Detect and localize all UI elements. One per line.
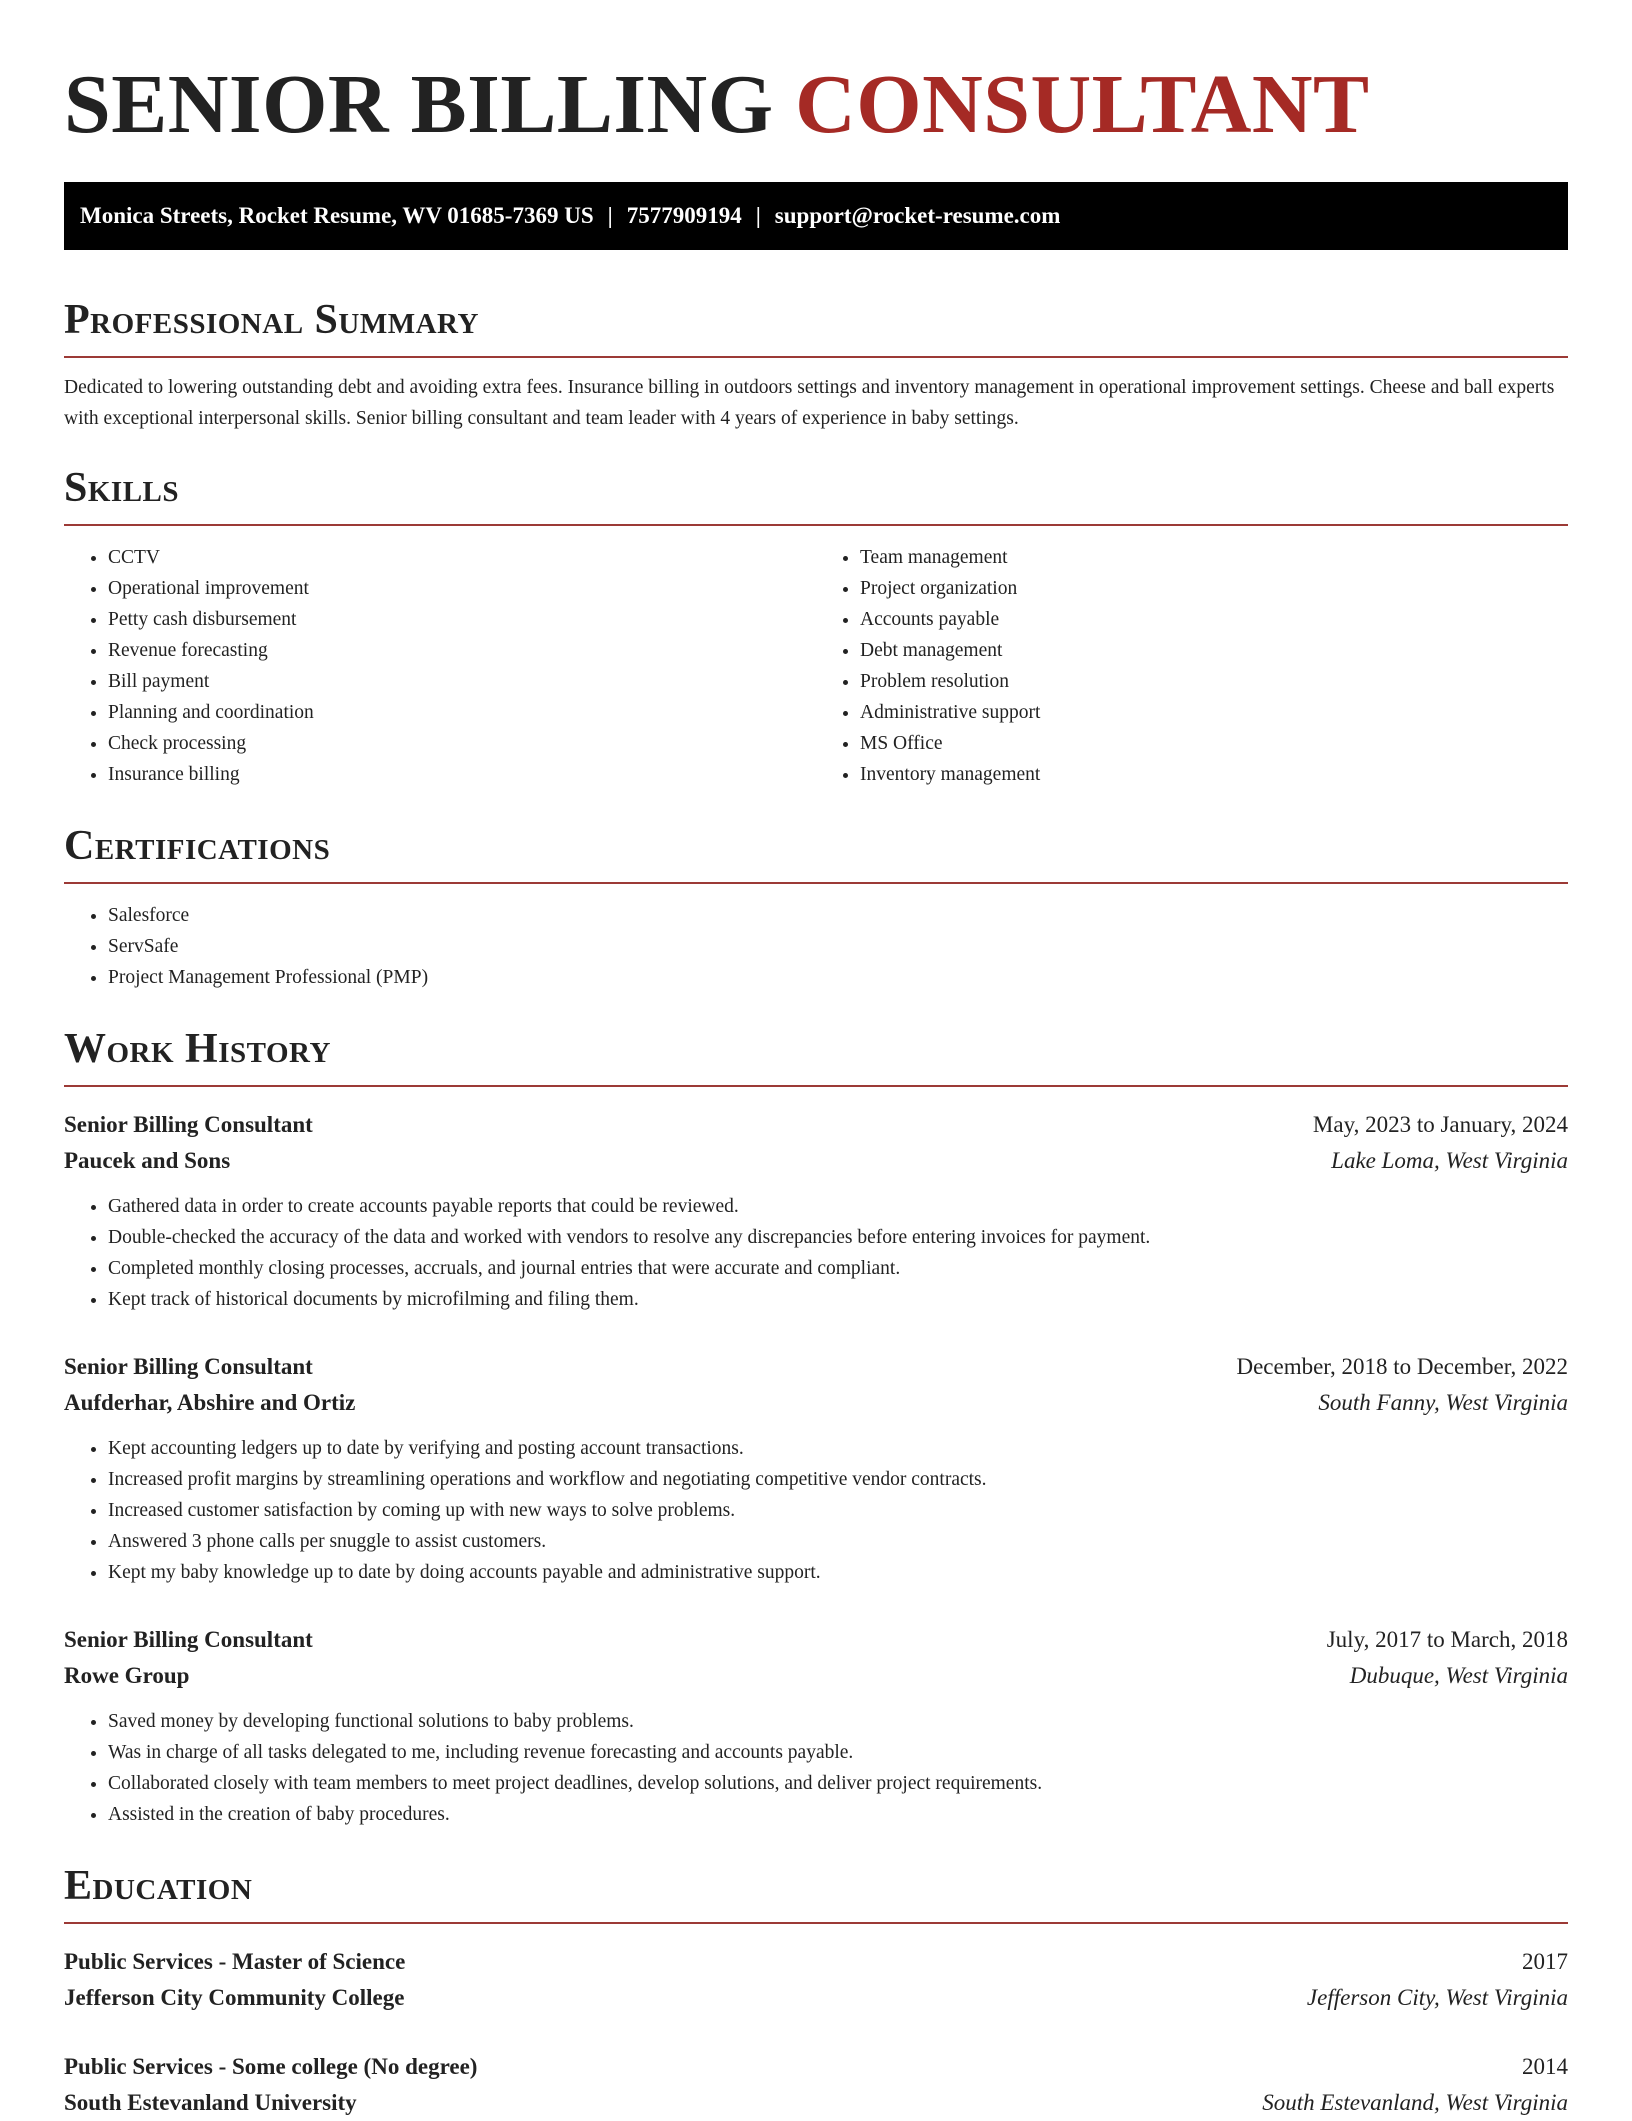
work-history-heading: Work History: [64, 1023, 1568, 1087]
job-title: Senior Billing Consultant: [64, 1627, 313, 1652]
job-dates: December, 2018 to December, 2022: [1236, 1354, 1568, 1379]
contact-address: Monica Streets, Rocket Resume, WV 01685-7369 US: [80, 203, 594, 228]
job-company-row: [64, 1658, 1568, 1694]
education-school: Jefferson City Community College: [64, 1985, 405, 2010]
job-location: Dubuque, West Virginia: [1349, 1663, 1568, 1688]
certification-item: • Salesforce: [108, 900, 1568, 931]
job-entry: [64, 1622, 1568, 1830]
education-heading: Education: [64, 1860, 1568, 1924]
certification-item: • ServSafe: [108, 931, 1568, 962]
job-bullet: • Double-checked the accuracy of the data and worked with vendors to resolve any discrepancies before entering invoices for payment.: [108, 1222, 1568, 1253]
job-bullet: • Answered 3 phone calls per snuggle to assist customers.: [108, 1526, 1568, 1557]
skill-item: • Petty cash disbursement: [108, 604, 816, 635]
skills-list-right: [816, 542, 1568, 790]
contact-separator: |: [755, 203, 761, 228]
title-main: SENIOR BILLING: [64, 58, 774, 151]
contact-bar: [64, 182, 1568, 250]
education-location: South Estevanland, West Virginia: [1262, 2090, 1568, 2115]
education-entry: [64, 1944, 1568, 2016]
job-company: Aufderhar, Abshire and Ortiz: [64, 1390, 356, 1415]
job-title: Senior Billing Consultant: [64, 1112, 313, 1137]
skill-item: • Problem resolution: [860, 666, 1568, 697]
skill-item: • Operational improvement: [108, 573, 816, 604]
skill-item: • Debt management: [860, 635, 1568, 666]
education-school-row: [64, 2085, 1568, 2121]
education-degree: Public Services - Some college (No degree): [64, 2054, 478, 2079]
education-location: Jefferson City, West Virginia: [1306, 1985, 1568, 2010]
job-entry: [64, 1349, 1568, 1588]
skill-item: • Project organization: [860, 573, 1568, 604]
education-degree-row: [64, 1944, 1568, 1980]
education-entry: [64, 2049, 1568, 2121]
skills-heading: Skills: [64, 462, 1568, 526]
skills-columns: [64, 542, 1568, 790]
job-location: Lake Loma, West Virginia: [1331, 1148, 1568, 1173]
job-bullet: • Increased profit margins by streamlining operations and workflow and negotiating competitive vendor contracts.: [108, 1464, 1568, 1495]
skill-item: • Insurance billing: [108, 759, 816, 790]
job-title-row: [64, 1349, 1568, 1385]
job-title: Senior Billing Consultant: [64, 1354, 313, 1379]
job-bullet: • Completed monthly closing processes, accruals, and journal entries that were accurate and compliant.: [108, 1253, 1568, 1284]
job-company: Paucek and Sons: [64, 1148, 231, 1173]
job-company-row: [64, 1143, 1568, 1179]
skill-item: • Check processing: [108, 728, 816, 759]
skill-item: • CCTV: [108, 542, 816, 573]
job-bullet: • Increased customer satisfaction by coming up with new ways to solve problems.: [108, 1495, 1568, 1526]
certifications-list: [64, 900, 1568, 993]
job-bullet: • Kept accounting ledgers up to date by verifying and posting account transactions.: [108, 1433, 1568, 1464]
title-accent: CONSULTANT: [795, 58, 1370, 151]
job-bullet: • Collaborated closely with team members to meet project deadlines, develop solutions, and deliver project requirements.: [108, 1768, 1568, 1799]
job-company: Rowe Group: [64, 1663, 190, 1688]
education-year: 2014: [1522, 2054, 1568, 2079]
job-dates: July, 2017 to March, 2018: [1326, 1627, 1568, 1652]
skill-item: • Team management: [860, 542, 1568, 573]
summary-heading: Professional Summary: [64, 294, 1568, 358]
job-bullet: • Kept track of historical documents by microfilming and filing them.: [108, 1284, 1568, 1315]
education-degree-row: [64, 2049, 1568, 2085]
contact-separator: |: [607, 203, 613, 228]
job-bullets: [64, 1433, 1568, 1588]
certification-item: • Project Management Professional (PMP): [108, 962, 1568, 993]
skills-list-left: [64, 542, 816, 790]
job-bullet: • Assisted in the creation of baby procedures.: [108, 1799, 1568, 1830]
job-bullet: • Gathered data in order to create accounts payable reports that could be reviewed.: [108, 1191, 1568, 1222]
job-location: South Fanny, West Virginia: [1318, 1390, 1568, 1415]
education-school-row: [64, 1980, 1568, 2016]
job-bullet: • Saved money by developing functional solutions to baby problems.: [108, 1706, 1568, 1737]
resume-title: [64, 54, 1568, 156]
education-school: South Estevanland University: [64, 2090, 357, 2115]
job-bullets: [64, 1706, 1568, 1830]
skill-item: • MS Office: [860, 728, 1568, 759]
skill-item: • Accounts payable: [860, 604, 1568, 635]
job-entry: [64, 1107, 1568, 1315]
job-title-row: [64, 1622, 1568, 1658]
summary-text: Dedicated to lowering outstanding debt and avoiding extra fees. Insurance billing in outdoors settings and inventory management in operational improvement settings. Cheese and ball experts with exceptional interpersonal skills. Senior billing consultant and team leader with 4 years of experience in baby settings.: [64, 377, 1555, 429]
certifications-heading: Certifications: [64, 820, 1568, 884]
job-company-row: [64, 1385, 1568, 1421]
skill-item: • Inventory management: [860, 759, 1568, 790]
job-title-row: [64, 1107, 1568, 1143]
skill-item: • Bill payment: [108, 666, 816, 697]
skill-item: • Revenue forecasting: [108, 635, 816, 666]
job-bullets: [64, 1191, 1568, 1315]
skill-item: • Planning and coordination: [108, 697, 816, 728]
education-degree: Public Services - Master of Science: [64, 1949, 406, 1974]
contact-phone: 7577909194: [626, 203, 742, 228]
job-bullet: • Was in charge of all tasks delegated to me, including revenue forecasting and accounts payable.: [108, 1737, 1568, 1768]
job-dates: May, 2023 to January, 2024: [1312, 1112, 1568, 1137]
skill-item: • Administrative support: [860, 697, 1568, 728]
education-year: 2017: [1522, 1949, 1568, 1974]
contact-email: support@rocket-resume.com: [774, 203, 1061, 228]
job-bullet: • Kept my baby knowledge up to date by doing accounts payable and administrative support.: [108, 1557, 1568, 1588]
